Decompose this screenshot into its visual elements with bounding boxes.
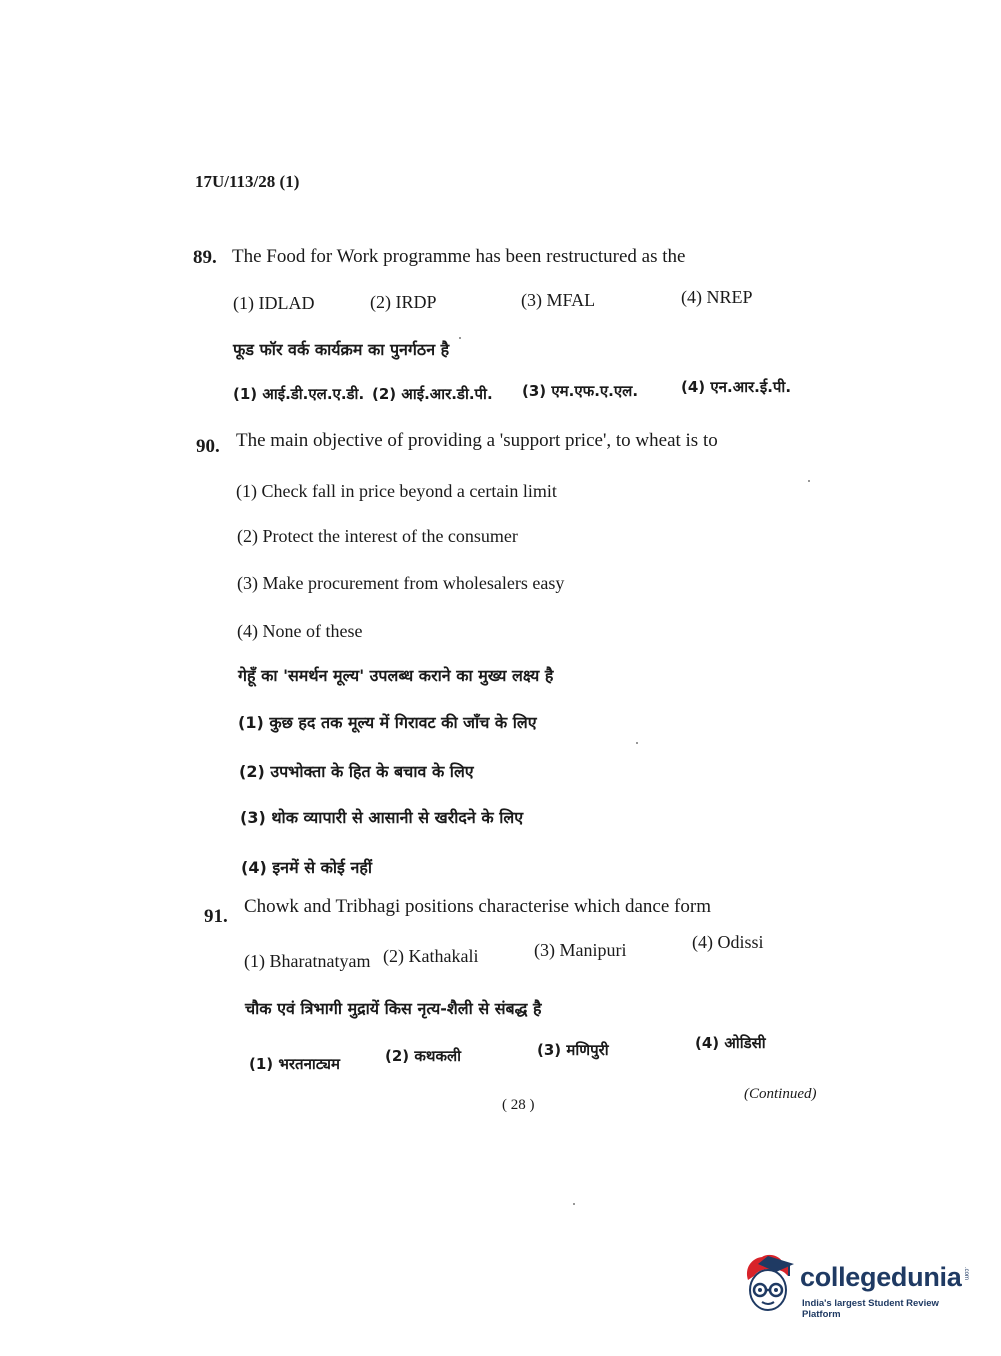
logo-wordmark: collegedunia (800, 1262, 962, 1292)
question-text: The main objective of providing a 'support price', to wheat is to (236, 430, 718, 451)
hindi-option-2: (2) कथकली (385, 1047, 462, 1065)
scan-speck (808, 480, 810, 482)
option-2: (2) Protect the interest of the consumer (237, 526, 518, 546)
option-4: (4) Odissi (692, 932, 764, 952)
hindi-option-3: (3) एम.एफ.ए.एल. (522, 382, 639, 400)
mascot-icon (742, 1252, 798, 1314)
hindi-option-1: (1) आई.डी.एल.ए.डी. (233, 385, 365, 403)
page-number: ( 28 ) (502, 1097, 535, 1113)
hindi-option-4: (4) ओडिसी (695, 1034, 766, 1052)
hindi-option-2: (2) उपभोक्ता के हित के बचाव के लिए (239, 762, 474, 781)
option-1: (1) Bharatnatyam (244, 951, 371, 971)
hindi-option-1: (1) भरतनाट्यम (249, 1055, 341, 1073)
question-number: 89. (193, 247, 217, 268)
hindi-option-2: (2) आई.आर.डी.पी. (372, 385, 493, 403)
scan-speck (459, 337, 461, 339)
option-3: (3) MFAL (521, 290, 596, 310)
option-3: (3) Make procurement from wholesalers easy (237, 573, 565, 593)
hindi-option-4: (4) एन.आर.ई.पी. (681, 378, 792, 396)
hindi-question-text: फूड फॉर वर्क कार्यक्रम का पुनर्गठन है (233, 340, 450, 359)
hindi-option-3: (3) थोक व्यापारी से आसानी से खरीदने के लिए (240, 808, 524, 827)
option-1: (1) Check fall in price beyond a certain limit (236, 481, 557, 501)
scan-speck (573, 1203, 575, 1205)
option-2: (2) IRDP (370, 292, 437, 312)
hindi-question-text: चौक एवं त्रिभागी मुद्रायें किस नृत्य-शैली से संबद्ध है (245, 999, 542, 1018)
hindi-option-3: (3) मणिपुरी (537, 1041, 609, 1059)
question-text: The Food for Work programme has been restructured as the (232, 246, 686, 267)
option-3: (3) Manipuri (534, 940, 627, 960)
hindi-option-4: (4) इनमें से कोई नहीं (241, 858, 372, 877)
paper-code: 17U/113/28 (1) (195, 172, 300, 191)
question-number: 91. (204, 906, 228, 927)
logo-tagline: India's largest Student Review Platform (802, 1298, 939, 1320)
continued-label: (Continued) (744, 1086, 817, 1102)
option-2: (2) Kathakali (383, 946, 479, 966)
hindi-question-text: गेहूँ का 'समर्थन मूल्य' उपलब्ध कराने का मुख्य लक्ष्य है (238, 666, 554, 685)
option-1: (1) IDLAD (233, 293, 315, 313)
question-number: 90. (196, 436, 220, 457)
collegedunia-logo (742, 1252, 972, 1322)
question-text: Chowk and Tribhagi positions characterise which dance form (244, 896, 711, 917)
hindi-option-1: (1) कुछ हद तक मूल्य में गिरावट की जाँच के लिए (238, 713, 537, 732)
logo-domain: .com (963, 1267, 969, 1281)
option-4: (4) NREP (681, 287, 753, 307)
option-4: (4) None of these (237, 621, 363, 641)
scan-speck (636, 742, 638, 744)
